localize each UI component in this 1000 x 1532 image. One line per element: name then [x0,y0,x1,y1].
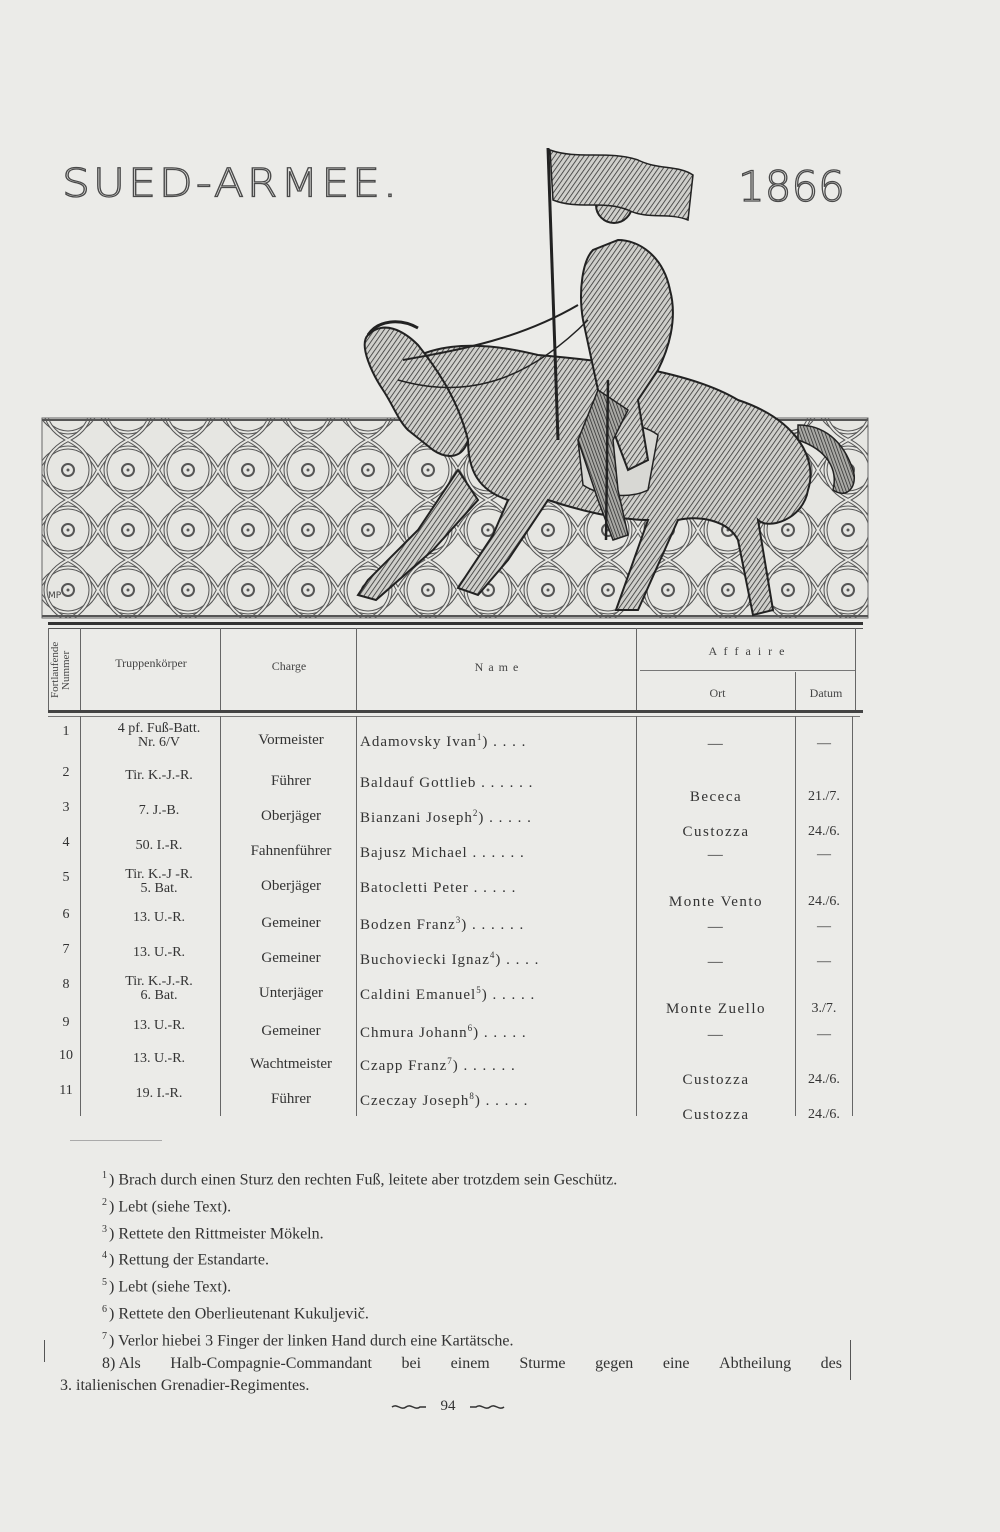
column-divider [636,628,637,710]
margin-rule [850,1340,851,1380]
troop-unit: 13. U.-R. [132,910,186,925]
margin-rule [44,1340,45,1362]
rank: Gemeiner [261,950,321,966]
row-number: 7 [62,942,70,957]
rank: Unterjäger [258,985,324,1001]
rank: Vormeister [258,732,324,748]
soldier-name: Baldauf Gottlieb . . . . . . [360,775,534,791]
footnote: 8) Als Halb-Compagnie-Commandant bei einem Sturme gegen eine Abtheilung des [102,1354,842,1372]
affaire-location: Bececa [689,789,743,805]
table-row [48,905,860,941]
table-row [48,940,860,976]
affaire-date: 24./6. [808,1107,840,1122]
table-row [48,722,860,758]
troop-unit: 19. I.-R. [135,1086,183,1101]
affaire-date: — [817,954,831,969]
soldier-name: Chmura Johann$^6$) . . . . . [360,1023,527,1041]
footnote: $^5$ ) Lebt (siehe Text). [102,1277,232,1296]
rank: Gemeiner [261,915,321,931]
year-heading: 1866 [738,162,845,211]
soldier-name: Czeczay Joseph$^8$) . . . . . [360,1091,529,1109]
table-header-bottom-rule-thin [48,716,860,717]
column-divider [80,628,81,710]
affaire-location: Custozza [682,824,750,840]
troop-unit: 13. U.-R. [132,1051,186,1066]
affaire-date: 21./7. [808,789,840,804]
ornament-left-icon [391,1403,427,1411]
soldier-name: Adamovsky Ivan$^1$) . . . . [360,732,527,750]
troop-unit: 4 pf. Fuß-Batt. Nr. 6/V [117,721,201,750]
rank: Fahnenführer [250,843,332,859]
page-number: 94 [378,1398,518,1415]
troop-unit: Tir. K.-J.-R. 6. Bat. [125,974,193,1003]
header-affaire: A f f a i r e [708,644,787,658]
footnote-separator [70,1140,162,1141]
rank: Wachtmeister [249,1056,333,1072]
row-number: 10 [59,1048,73,1063]
table-row [48,1081,860,1123]
table-top-rule-thin [48,628,863,629]
table-row [48,974,860,1017]
row-number: 11 [59,1083,73,1098]
column-divider [220,628,221,710]
table-row [48,798,860,840]
column-divider [795,672,796,710]
row-number: 8 [62,977,70,992]
row-number: 2 [62,765,70,780]
soldier-name: Batocletti Peter . . . . . [360,880,517,896]
troop-unit: Tir. K.-J -R. 5. Bat. [125,867,193,896]
affaire-location: Custozza [682,1107,750,1123]
ornament-right-icon [469,1403,505,1411]
table-row [48,833,860,869]
row-number: 5 [62,870,70,885]
column-divider [356,628,357,710]
affaire-date: — [817,919,831,934]
rank: Oberjäger [261,808,321,824]
troop-unit: 7. J.-B. [138,803,180,818]
rank: Gemeiner [261,1023,321,1039]
affaire-location: Monte Zuello [665,1001,767,1017]
affaire-date: — [817,736,831,751]
affaire-location: — [707,847,725,863]
footnote: $^6$ ) Rettete den Oberlieutenant Kukuljevič. [102,1304,369,1323]
page-title: SUED-ARMEE. [62,160,400,207]
troop-unit: Tir. K.-J.-R. [125,768,193,783]
footnote: $^7$ ) Verlor hiebei 3 Finger der linken Hand durch eine Kartätsche. [102,1330,514,1350]
rank: Oberjäger [261,878,321,894]
header-name: N a m e [474,660,520,674]
soldier-name: Buchoviecki Ignaz$^4$) . . . . [360,950,540,968]
row-number: 9 [62,1015,70,1030]
column-divider [855,628,856,710]
troop-unit: 50. I.-R. [135,838,183,853]
cavalry-standard-bearer-illustration [38,140,870,622]
soldier-name: Czapp Franz$^7$) . . . . . . [360,1056,516,1074]
table-row [48,1013,860,1049]
footnote-continuation: 3. italienischen Grenadier-Regimentes. [60,1377,310,1395]
row-number: 3 [62,800,70,815]
affaire-location: — [707,919,725,935]
affaire-location: Monte Vento [668,894,764,910]
affaire-date: 24./6. [808,894,840,909]
footnote: $^2$ ) Lebt (siehe Text). [102,1196,232,1216]
troop-unit: 13. U.-R. [132,945,186,960]
troop-unit: 13. U.-R. [132,1018,186,1033]
header-charge: Charge [271,659,307,673]
soldier-name: Bianzani Joseph$^2$) . . . . . [360,808,532,826]
affaire-date: 24./6. [808,1072,840,1087]
affaire-date: — [817,1027,831,1042]
footnote: $^1$ ) Brach durch einen Sturz den rechten Fuß, leitete aber trotzdem sein Geschütz. [102,1170,618,1189]
affaire-location: — [707,954,725,970]
table-row [48,867,860,910]
table-row [48,1046,860,1088]
soldier-name: Bodzen Franz$^3$) . . . . . . [360,915,525,933]
rank: Führer [271,1091,311,1107]
rank: Führer [271,773,311,789]
table-row [48,763,860,805]
footnotes [60,1165,860,1398]
affaire-subheader-rule [640,670,855,671]
soldier-name: Caldini Emanuel$^5$) . . . . . [360,985,536,1003]
row-number: 4 [62,835,70,850]
footnote: $^3$ ) Rettete den Rittmeister Mökeln. [102,1223,324,1242]
soldier-name: Bajusz Michael . . . . . . [360,845,525,861]
illustrator-monogram: MP [48,591,62,601]
table-header-bottom-rule [48,710,863,713]
affaire-location: — [707,1027,725,1043]
affaire-location: — [707,736,725,752]
header-datum: Datum [809,686,843,700]
affaire-date: — [817,847,831,862]
affaire-date: 24./6. [808,824,840,839]
header-ort: Ort [709,686,726,700]
affaire-location: Custozza [682,1072,750,1088]
header-troop: Truppenkörper [115,656,187,670]
affaire-date: 3./7. [811,1001,837,1016]
header-nr: Fortlaufende Nummer [49,641,72,699]
footnote: $^4$ ) Rettung der Estandarte. [102,1250,269,1269]
row-number: 1 [62,724,70,739]
table-top-rule [48,622,863,625]
row-number: 6 [62,907,70,922]
